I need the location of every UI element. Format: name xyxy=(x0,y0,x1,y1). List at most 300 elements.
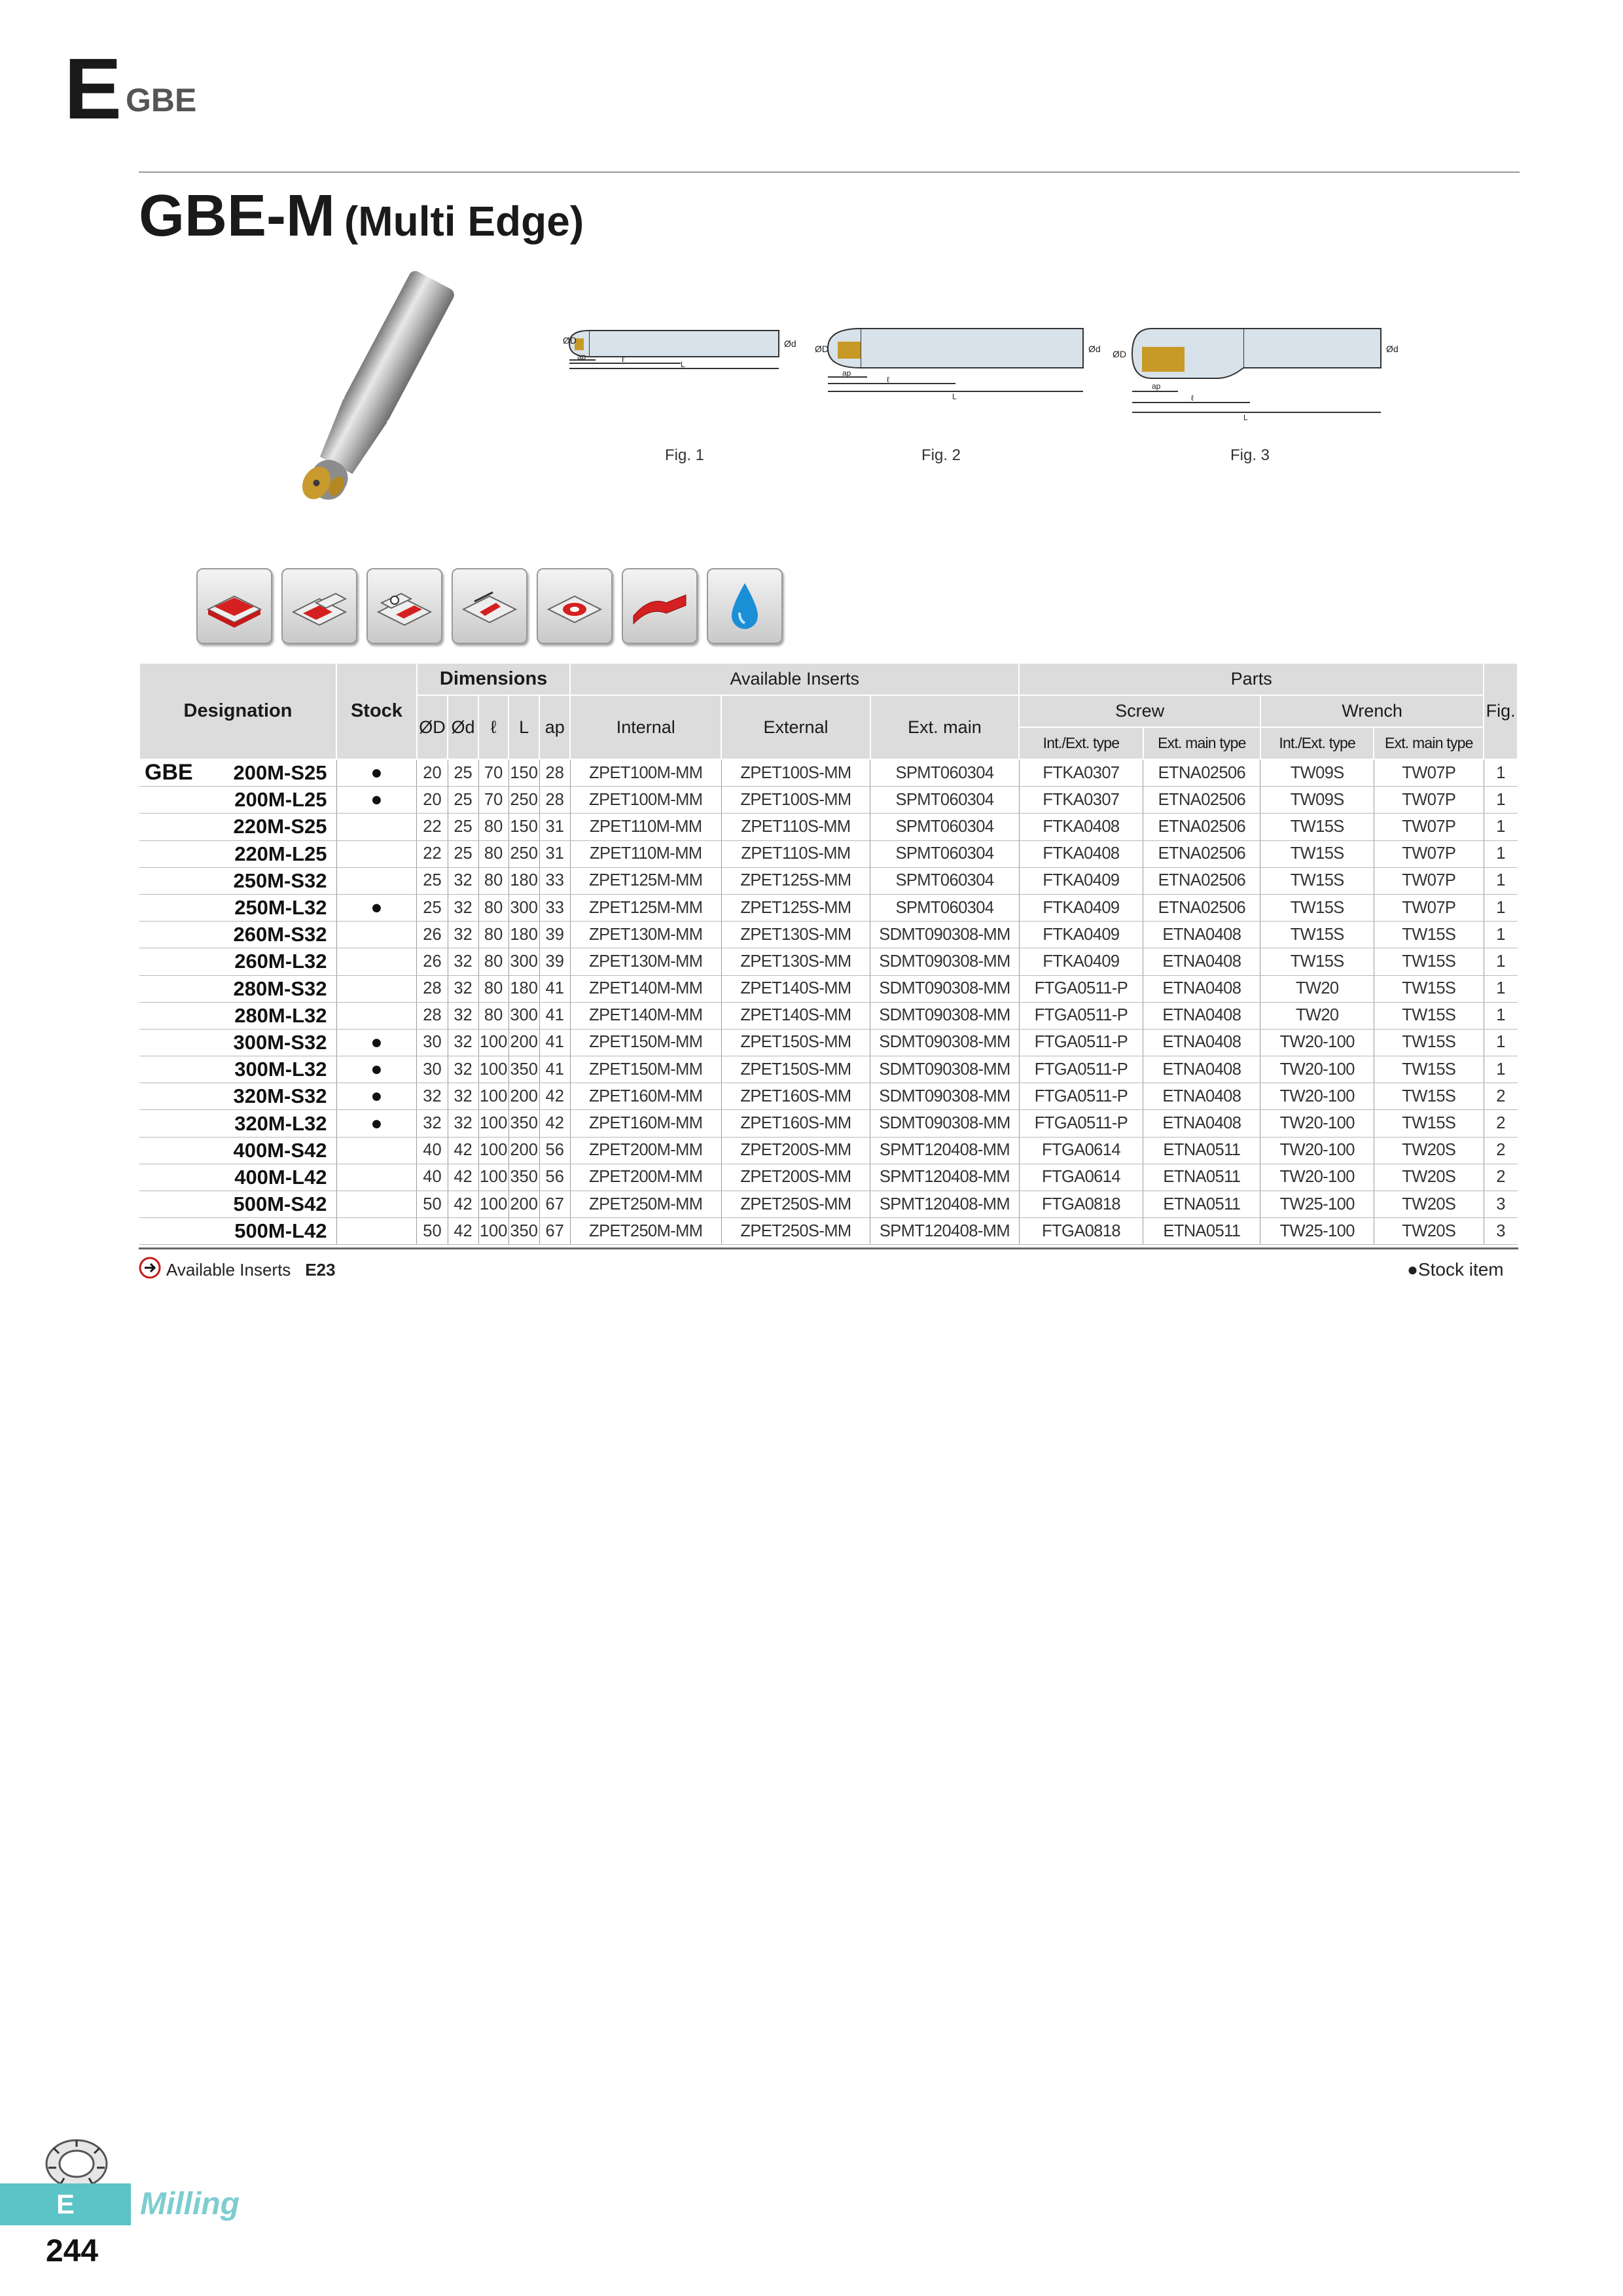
dim-D-cell: 25 xyxy=(417,867,448,894)
dim-l-cell: 80 xyxy=(478,814,508,840)
table-row xyxy=(139,1218,1518,1245)
designation-cell xyxy=(139,1191,336,1218)
stock-cell: ● xyxy=(336,894,417,921)
product-photo xyxy=(236,259,510,533)
internal-insert-cell: ZPET140M-MM xyxy=(570,975,721,1002)
fig2-dim-l: ℓ xyxy=(887,375,889,384)
figure-3-drawing xyxy=(1113,321,1407,435)
fig3-dim-d: Ød xyxy=(1386,344,1399,354)
milling-cutter-icon xyxy=(41,2135,113,2190)
table-row xyxy=(139,975,1518,1002)
external-insert-cell: ZPET100S-MM xyxy=(721,787,870,814)
designation-text: 260M-L32 xyxy=(234,950,327,973)
designation-text: 320M-S32 xyxy=(233,1085,327,1108)
table-row xyxy=(139,840,1518,867)
wrench-int-ext-cell: TW20-100 xyxy=(1260,1110,1374,1137)
table-row xyxy=(139,1137,1518,1164)
fig-cell: 2 xyxy=(1484,1137,1518,1164)
dim-L-cell: 180 xyxy=(508,975,539,1002)
dim-l-cell: 80 xyxy=(478,948,508,975)
screw-ext-main-cell: ETNA02506 xyxy=(1143,787,1260,814)
helical-milling-icon xyxy=(537,568,613,644)
designation-cell xyxy=(139,1029,336,1056)
screw-int-ext-cell: FTGA0614 xyxy=(1019,1137,1143,1164)
dim-D-cell: 26 xyxy=(417,922,448,948)
screw-int-ext-cell: FTKA0409 xyxy=(1019,867,1143,894)
internal-insert-cell: ZPET200M-MM xyxy=(570,1164,721,1191)
dim-ap-cell: 42 xyxy=(539,1110,570,1137)
dim-D-cell: 32 xyxy=(417,1083,448,1110)
designation-text: 300M-S32 xyxy=(233,1030,327,1054)
wrench-ext-main-cell: TW07P xyxy=(1374,894,1484,921)
dim-D-cell: 22 xyxy=(417,814,448,840)
fig-cell: 1 xyxy=(1484,867,1518,894)
dim-L-cell: 200 xyxy=(508,1029,539,1056)
wrench-ext-main-cell: TW07P xyxy=(1374,840,1484,867)
table-row xyxy=(139,1191,1518,1218)
table-row xyxy=(139,787,1518,814)
fig-cell: 1 xyxy=(1484,922,1518,948)
internal-insert-cell: ZPET160M-MM xyxy=(570,1110,721,1137)
fig-cell: 1 xyxy=(1484,1029,1518,1056)
wrench-ext-main-cell: TW07P xyxy=(1374,867,1484,894)
dim-D-cell: 50 xyxy=(417,1191,448,1218)
dim-D-cell: 30 xyxy=(417,1029,448,1056)
dim-ap-cell: 67 xyxy=(539,1218,570,1245)
dim-d-cell: 32 xyxy=(448,922,478,948)
dim-L-cell: 200 xyxy=(508,1191,539,1218)
designation-text: 220M-L25 xyxy=(234,842,327,865)
shoulder-milling-icon xyxy=(281,568,357,644)
series-label: GBE xyxy=(145,760,193,785)
fig1-dim-D: ØD xyxy=(563,335,577,346)
col-wrench-int-ext: Int./Ext. type xyxy=(1260,727,1374,759)
dim-D-cell: 25 xyxy=(417,894,448,921)
fig-cell: 1 xyxy=(1484,1056,1518,1083)
dim-L-cell: 180 xyxy=(508,922,539,948)
dim-d-cell: 32 xyxy=(448,948,478,975)
external-insert-cell: ZPET125S-MM xyxy=(721,867,870,894)
designation-text: 250M-S32 xyxy=(233,869,327,892)
wrench-ext-main-cell: TW20S xyxy=(1374,1164,1484,1191)
screw-ext-main-cell: ETNA02506 xyxy=(1143,759,1260,787)
dim-l-cell: 80 xyxy=(478,975,508,1002)
stock-cell: ● xyxy=(336,787,417,814)
ext-main-insert-cell: SDMT090308-MM xyxy=(870,975,1019,1002)
designation-cell xyxy=(139,1137,336,1164)
dim-D-cell: 50 xyxy=(417,1218,448,1245)
available-inserts-label: Available Inserts xyxy=(166,1260,291,1280)
wrench-ext-main-cell: TW15S xyxy=(1374,922,1484,948)
internal-insert-cell: ZPET160M-MM xyxy=(570,1083,721,1110)
fig1-dim-l: ℓ xyxy=(622,355,624,364)
dim-ap-cell: 28 xyxy=(539,759,570,787)
dim-D-cell: 40 xyxy=(417,1137,448,1164)
external-insert-cell: ZPET130S-MM xyxy=(721,922,870,948)
wrench-ext-main-cell: TW07P xyxy=(1374,814,1484,840)
wrench-int-ext-cell: TW15S xyxy=(1260,814,1374,840)
table-row xyxy=(139,922,1518,948)
wrench-ext-main-cell: TW20S xyxy=(1374,1218,1484,1245)
internal-insert-cell: ZPET100M-MM xyxy=(570,787,721,814)
wrench-int-ext-cell: TW20-100 xyxy=(1260,1083,1374,1110)
dim-ap-cell: 33 xyxy=(539,867,570,894)
dim-ap-cell: 56 xyxy=(539,1164,570,1191)
external-insert-cell: ZPET150S-MM xyxy=(721,1056,870,1083)
designation-text: 500M-L42 xyxy=(234,1219,327,1243)
dim-L-cell: 300 xyxy=(508,1002,539,1029)
designation-text: 250M-L32 xyxy=(234,896,327,920)
page-title xyxy=(139,183,584,249)
wrench-int-ext-cell: TW20 xyxy=(1260,975,1374,1002)
table-row xyxy=(139,814,1518,840)
internal-insert-cell: ZPET200M-MM xyxy=(570,1137,721,1164)
dim-ap-cell: 39 xyxy=(539,922,570,948)
dim-l-cell: 70 xyxy=(478,759,508,787)
col-dimensions: Dimensions xyxy=(417,663,570,695)
header-rule xyxy=(139,171,1520,173)
fig-cell: 3 xyxy=(1484,1191,1518,1218)
screw-int-ext-cell: FTGA0511-P xyxy=(1019,1083,1143,1110)
col-ap: ap xyxy=(539,695,570,759)
dim-d-cell: 25 xyxy=(448,840,478,867)
screw-ext-main-cell: ETNA02506 xyxy=(1143,840,1260,867)
specification-table xyxy=(139,662,1518,1245)
designation-cell xyxy=(139,922,336,948)
wrench-int-ext-cell: TW15S xyxy=(1260,840,1374,867)
ramping-icon xyxy=(452,568,527,644)
stock-cell xyxy=(336,922,417,948)
ext-main-insert-cell: SDMT090308-MM xyxy=(870,1083,1019,1110)
fig1-dim-d: Ød xyxy=(784,338,796,349)
dim-d-cell: 42 xyxy=(448,1137,478,1164)
external-insert-cell: ZPET250S-MM xyxy=(721,1191,870,1218)
dim-D-cell: 26 xyxy=(417,948,448,975)
ext-main-insert-cell: SPMT060304 xyxy=(870,787,1019,814)
dim-D-cell: 28 xyxy=(417,975,448,1002)
stock-cell xyxy=(336,867,417,894)
fig3-dim-D: ØD xyxy=(1113,349,1126,359)
wrench-int-ext-cell: TW20-100 xyxy=(1260,1137,1374,1164)
wrench-ext-main-cell: TW07P xyxy=(1374,787,1484,814)
designation-cell xyxy=(139,975,336,1002)
external-insert-cell: ZPET110S-MM xyxy=(721,814,870,840)
external-insert-cell: ZPET200S-MM xyxy=(721,1137,870,1164)
wrench-ext-main-cell: TW15S xyxy=(1374,1002,1484,1029)
wrench-int-ext-cell: TW25-100 xyxy=(1260,1191,1374,1218)
external-insert-cell: ZPET160S-MM xyxy=(721,1083,870,1110)
dim-d-cell: 42 xyxy=(448,1218,478,1245)
dim-ap-cell: 28 xyxy=(539,787,570,814)
designation-text: 200M-S25 xyxy=(233,761,327,785)
screw-int-ext-cell: FTGA0818 xyxy=(1019,1191,1143,1218)
wrench-int-ext-cell: TW25-100 xyxy=(1260,1218,1374,1245)
dim-ap-cell: 39 xyxy=(539,948,570,975)
ext-main-insert-cell: SDMT090308-MM xyxy=(870,948,1019,975)
ext-main-insert-cell: SPMT120408-MM xyxy=(870,1218,1019,1245)
dim-D-cell: 32 xyxy=(417,1110,448,1137)
dim-D-cell: 28 xyxy=(417,1002,448,1029)
fig2-dim-D: ØD xyxy=(815,344,829,354)
external-insert-cell: ZPET160S-MM xyxy=(721,1110,870,1137)
ext-main-insert-cell: SPMT120408-MM xyxy=(870,1137,1019,1164)
fig3-dim-l: ℓ xyxy=(1191,393,1194,403)
slotting-icon xyxy=(366,568,442,644)
ext-main-insert-cell: SDMT090308-MM xyxy=(870,1056,1019,1083)
external-insert-cell: ZPET130S-MM xyxy=(721,948,870,975)
stock-cell xyxy=(336,1137,417,1164)
designation-text: 280M-L32 xyxy=(234,1003,327,1027)
section-name: GBE xyxy=(126,82,197,118)
table-row xyxy=(139,1002,1518,1029)
stock-cell xyxy=(336,814,417,840)
table-row xyxy=(139,894,1518,921)
dim-l-cell: 100 xyxy=(478,1164,508,1191)
col-screw-ext-main: Ext. main type xyxy=(1143,727,1260,759)
dim-l-cell: 100 xyxy=(478,1083,508,1110)
dim-d-cell: 25 xyxy=(448,814,478,840)
dim-L-cell: 250 xyxy=(508,787,539,814)
dim-L-cell: 350 xyxy=(508,1056,539,1083)
internal-insert-cell: ZPET140M-MM xyxy=(570,1002,721,1029)
dim-L-cell: 250 xyxy=(508,840,539,867)
designation-text: 280M-S32 xyxy=(233,977,327,1000)
title-main: GBE-M xyxy=(139,183,335,249)
designation-cell xyxy=(139,814,336,840)
designation-text: 500M-S42 xyxy=(233,1193,327,1216)
dim-L-cell: 150 xyxy=(508,814,539,840)
designation-cell xyxy=(139,1002,336,1029)
section-tab: E xyxy=(0,2183,131,2225)
wrench-ext-main-cell: TW15S xyxy=(1374,1110,1484,1137)
wrench-int-ext-cell: TW20-100 xyxy=(1260,1164,1374,1191)
designation-text: 200M-L25 xyxy=(234,788,327,812)
designation-cell xyxy=(139,1110,336,1137)
screw-int-ext-cell: FTGA0511-P xyxy=(1019,1110,1143,1137)
external-insert-cell: ZPET100S-MM xyxy=(721,759,870,787)
screw-ext-main-cell: ETNA0408 xyxy=(1143,922,1260,948)
internal-insert-cell: ZPET150M-MM xyxy=(570,1029,721,1056)
dim-d-cell: 25 xyxy=(448,787,478,814)
face-milling-icon xyxy=(196,568,272,644)
screw-ext-main-cell: ETNA0511 xyxy=(1143,1137,1260,1164)
external-insert-cell: ZPET250S-MM xyxy=(721,1218,870,1245)
screw-ext-main-cell: ETNA0511 xyxy=(1143,1191,1260,1218)
stock-cell xyxy=(336,1218,417,1245)
stock-cell xyxy=(336,1191,417,1218)
wrench-int-ext-cell: TW15S xyxy=(1260,922,1374,948)
internal-insert-cell: ZPET110M-MM xyxy=(570,840,721,867)
dim-ap-cell: 41 xyxy=(539,1002,570,1029)
dim-ap-cell: 67 xyxy=(539,1191,570,1218)
dim-d-cell: 25 xyxy=(448,759,478,787)
dim-l-cell: 100 xyxy=(478,1029,508,1056)
dim-L-cell: 350 xyxy=(508,1164,539,1191)
dim-D-cell: 22 xyxy=(417,840,448,867)
dim-d-cell: 32 xyxy=(448,867,478,894)
screw-int-ext-cell: FTGA0818 xyxy=(1019,1218,1143,1245)
internal-insert-cell: ZPET250M-MM xyxy=(570,1218,721,1245)
fig2-dim-L: L xyxy=(952,392,957,401)
dim-d-cell: 42 xyxy=(448,1191,478,1218)
stock-cell xyxy=(336,1002,417,1029)
col-external: External xyxy=(721,695,870,759)
col-wrench-ext-main: Ext. main type xyxy=(1374,727,1484,759)
col-screw: Screw xyxy=(1019,695,1260,727)
col-available-inserts: Available Inserts xyxy=(570,663,1019,695)
col-L: L xyxy=(508,695,539,759)
page-number: 244 xyxy=(46,2234,99,2269)
dim-ap-cell: 41 xyxy=(539,1056,570,1083)
fig-cell: 1 xyxy=(1484,787,1518,814)
wrench-int-ext-cell: TW09S xyxy=(1260,787,1374,814)
figure-3-label: Fig. 3 xyxy=(1230,446,1270,464)
table-row xyxy=(139,867,1518,894)
dim-d-cell: 42 xyxy=(448,1164,478,1191)
dim-l-cell: 80 xyxy=(478,1002,508,1029)
stock-cell xyxy=(336,948,417,975)
fig-cell: 1 xyxy=(1484,1002,1518,1029)
designation-text: 220M-S25 xyxy=(233,815,327,838)
fig-cell: 2 xyxy=(1484,1083,1518,1110)
dim-l-cell: 100 xyxy=(478,1191,508,1218)
screw-int-ext-cell: FTGA0614 xyxy=(1019,1164,1143,1191)
external-insert-cell: ZPET140S-MM xyxy=(721,975,870,1002)
dim-l-cell: 100 xyxy=(478,1137,508,1164)
fig1-dim-ap: ap xyxy=(577,352,586,361)
fig3-dim-ap: ap xyxy=(1152,382,1161,391)
dim-L-cell: 200 xyxy=(508,1137,539,1164)
designation-cell xyxy=(139,1056,336,1083)
table-row xyxy=(139,1056,1518,1083)
stock-cell: ● xyxy=(336,1083,417,1110)
screw-int-ext-cell: FTKA0409 xyxy=(1019,948,1143,975)
col-designation: Designation xyxy=(139,663,336,759)
screw-int-ext-cell: FTGA0511-P xyxy=(1019,1029,1143,1056)
ext-main-insert-cell: SDMT090308-MM xyxy=(870,922,1019,948)
coolant-icon xyxy=(707,568,783,644)
inserts-page-ref[interactable]: E23 xyxy=(305,1260,336,1280)
wrench-int-ext-cell: TW20-100 xyxy=(1260,1056,1374,1083)
dim-ap-cell: 42 xyxy=(539,1083,570,1110)
table-row xyxy=(139,1164,1518,1191)
col-d: Ød xyxy=(448,695,478,759)
dim-ap-cell: 56 xyxy=(539,1137,570,1164)
ext-main-insert-cell: SPMT120408-MM xyxy=(870,1164,1019,1191)
wrench-ext-main-cell: TW15S xyxy=(1374,1056,1484,1083)
figure-2-drawing xyxy=(815,321,1106,425)
screw-ext-main-cell: ETNA02506 xyxy=(1143,894,1260,921)
stock-cell xyxy=(336,1164,417,1191)
available-inserts-note[interactable] xyxy=(139,1257,336,1283)
table-row xyxy=(139,759,1518,787)
screw-int-ext-cell: FTGA0511-P xyxy=(1019,975,1143,1002)
stock-cell: ● xyxy=(336,759,417,787)
wrench-ext-main-cell: TW15S xyxy=(1374,1083,1484,1110)
stock-cell: ● xyxy=(336,1029,417,1056)
wrench-int-ext-cell: TW20 xyxy=(1260,1002,1374,1029)
dim-L-cell: 350 xyxy=(508,1110,539,1137)
external-insert-cell: ZPET110S-MM xyxy=(721,840,870,867)
ext-main-insert-cell: SPMT060304 xyxy=(870,840,1019,867)
wrench-int-ext-cell: TW15S xyxy=(1260,867,1374,894)
dim-d-cell: 32 xyxy=(448,1056,478,1083)
col-fig: Fig. xyxy=(1484,663,1518,759)
col-ext-main: Ext. main xyxy=(870,695,1019,759)
dim-L-cell: 300 xyxy=(508,894,539,921)
designation-text: 400M-L42 xyxy=(234,1165,327,1189)
dim-d-cell: 32 xyxy=(448,1083,478,1110)
dim-ap-cell: 41 xyxy=(539,975,570,1002)
designation-cell xyxy=(139,840,336,867)
screw-ext-main-cell: ETNA02506 xyxy=(1143,867,1260,894)
fig-cell: 1 xyxy=(1484,840,1518,867)
dim-D-cell: 20 xyxy=(417,759,448,787)
screw-int-ext-cell: FTGA0511-P xyxy=(1019,1056,1143,1083)
section-letter: E xyxy=(64,41,121,137)
internal-insert-cell: ZPET130M-MM xyxy=(570,922,721,948)
dim-l-cell: 100 xyxy=(478,1218,508,1245)
screw-int-ext-cell: FTKA0408 xyxy=(1019,840,1143,867)
wrench-ext-main-cell: TW07P xyxy=(1374,759,1484,787)
external-insert-cell: ZPET140S-MM xyxy=(721,1002,870,1029)
application-icons xyxy=(196,568,783,644)
fig-cell: 2 xyxy=(1484,1164,1518,1191)
screw-int-ext-cell: FTKA0409 xyxy=(1019,894,1143,921)
wrench-int-ext-cell: TW20-100 xyxy=(1260,1029,1374,1056)
dim-L-cell: 300 xyxy=(508,948,539,975)
dim-l-cell: 80 xyxy=(478,867,508,894)
internal-insert-cell: ZPET130M-MM xyxy=(570,948,721,975)
dim-D-cell: 20 xyxy=(417,787,448,814)
col-wrench: Wrench xyxy=(1260,695,1484,727)
designation-cell xyxy=(139,759,336,787)
figure-1-label: Fig. 1 xyxy=(665,446,705,464)
designation-text: 300M-L32 xyxy=(234,1058,327,1081)
dim-l-cell: 100 xyxy=(478,1056,508,1083)
screw-ext-main-cell: ETNA02506 xyxy=(1143,814,1260,840)
fig-cell: 1 xyxy=(1484,894,1518,921)
col-l: ℓ xyxy=(478,695,508,759)
stock-cell: ● xyxy=(336,1056,417,1083)
external-insert-cell: ZPET150S-MM xyxy=(721,1029,870,1056)
internal-insert-cell: ZPET110M-MM xyxy=(570,814,721,840)
wrench-int-ext-cell: TW15S xyxy=(1260,948,1374,975)
designation-cell xyxy=(139,948,336,975)
screw-int-ext-cell: FTKA0409 xyxy=(1019,922,1143,948)
table-row xyxy=(139,1110,1518,1137)
fig-cell: 1 xyxy=(1484,759,1518,787)
designation-cell xyxy=(139,1083,336,1110)
dim-l-cell: 80 xyxy=(478,922,508,948)
designation-text: 400M-S42 xyxy=(233,1138,327,1162)
col-screw-int-ext: Int./Ext. type xyxy=(1019,727,1143,759)
dim-d-cell: 32 xyxy=(448,1029,478,1056)
fig-cell: 3 xyxy=(1484,1218,1518,1245)
screw-int-ext-cell: FTGA0511-P xyxy=(1019,1002,1143,1029)
col-stock: Stock xyxy=(336,663,417,759)
stock-cell xyxy=(336,840,417,867)
dim-d-cell: 32 xyxy=(448,1110,478,1137)
dim-d-cell: 32 xyxy=(448,1002,478,1029)
wrench-ext-main-cell: TW20S xyxy=(1374,1137,1484,1164)
designation-cell xyxy=(139,1164,336,1191)
ext-main-insert-cell: SPMT060304 xyxy=(870,814,1019,840)
dim-D-cell: 40 xyxy=(417,1164,448,1191)
dim-L-cell: 350 xyxy=(508,1218,539,1245)
dim-ap-cell: 41 xyxy=(539,1029,570,1056)
wrench-ext-main-cell: TW15S xyxy=(1374,948,1484,975)
